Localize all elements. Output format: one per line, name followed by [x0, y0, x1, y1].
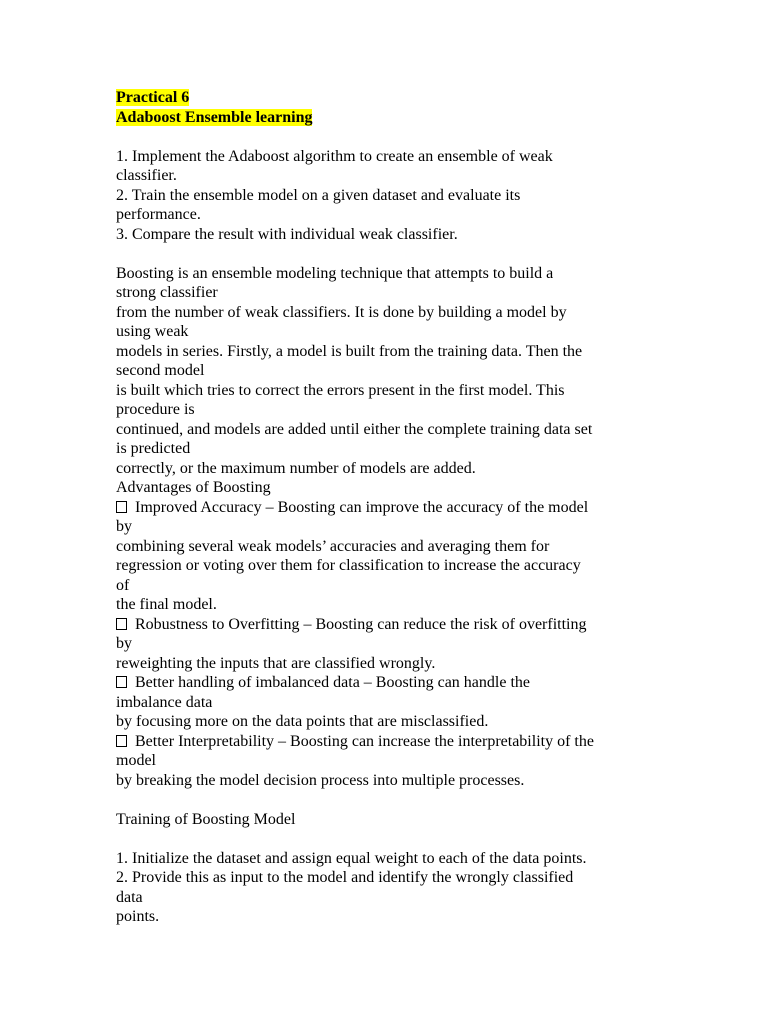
- advantage-continuation: combining several weak models’ accuracies and averaging them for: [116, 537, 550, 555]
- spacer: [116, 790, 661, 810]
- advantage-continuation: by: [116, 635, 132, 652]
- advantage-text: Improved Accuracy – Boosting can improve the accuracy of the model: [135, 498, 589, 516]
- intro-line: Boosting is an ensemble modeling technique that attempts to build a: [116, 264, 554, 282]
- advantage-text: Better handling of imbalanced data – Boosting can handle the: [135, 674, 530, 691]
- title-line-2: [116, 108, 661, 128]
- aim-line: 1. Implement the Adaboost algorithm to create an ensemble of weak: [116, 147, 553, 165]
- spacer: [116, 829, 661, 849]
- advantage-continuation: of: [116, 576, 130, 594]
- intro-line: from the number of weak classifiers. It is done by building a model by: [116, 303, 567, 321]
- intro-line: is predicted: [116, 440, 191, 457]
- aim-line: 2. Train the ensemble model on a given dataset and evaluate its: [116, 186, 521, 204]
- advantage-continuation: by: [116, 518, 132, 535]
- advantage-continuation: by breaking the model decision process into multiple processes.: [116, 771, 525, 789]
- advantage-continuation: by focusing more on the data points that are misclassified.: [116, 713, 489, 730]
- intro-line: continued, and models are added until either the complete training data set: [116, 420, 593, 438]
- advantage-item: [116, 673, 661, 693]
- advantages-list: [116, 498, 661, 791]
- advantage-text: Robustness to Overfitting – Boosting can reduce the risk of overfitting: [135, 615, 587, 633]
- advantage-item: [116, 498, 661, 518]
- advantage-continuation: regression or voting over them for classification to increase the accuracy: [116, 557, 581, 574]
- advantage-continuation: imbalance data: [116, 693, 213, 711]
- training-step-line: 1. Initialize the dataset and assign equal weight to each of the data points.: [116, 849, 587, 867]
- document-page: [116, 88, 661, 927]
- bullet-box-icon: [116, 735, 127, 747]
- training-heading: Training of Boosting Model: [116, 810, 296, 828]
- intro-line: is built which tries to correct the errors present in the first model. This: [116, 381, 565, 399]
- aim-line: classifier.: [116, 167, 177, 184]
- title-line-1: [116, 88, 661, 108]
- aims-list: [116, 147, 661, 245]
- training-step-line: points.: [116, 908, 160, 925]
- intro-line: strong classifier: [116, 284, 218, 301]
- bullet-box-icon: [116, 501, 127, 513]
- advantage-item: [116, 615, 661, 635]
- intro-line: correctly, or the maximum number of models are added.: [116, 459, 476, 477]
- practical-number: Practical 6: [116, 89, 190, 106]
- training-step-line: data: [116, 888, 143, 906]
- intro-line: second model: [116, 362, 205, 379]
- advantages-heading: Advantages of Boosting: [116, 479, 271, 496]
- intro-line: using weak: [116, 323, 189, 340]
- bullet-box-icon: [116, 618, 127, 630]
- practical-title: Adaboost Ensemble learning: [116, 108, 313, 126]
- spacer: [116, 127, 661, 147]
- aim-line: 3. Compare the result with individual weak classifier.: [116, 225, 458, 243]
- advantage-text: Better Interpretability – Boosting can increase the interpretability of the: [135, 732, 594, 750]
- bullet-box-icon: [116, 676, 127, 688]
- intro-paragraph: [116, 264, 661, 479]
- advantage-continuation: model: [116, 752, 156, 769]
- advantage-item: [116, 732, 661, 752]
- intro-line: models in series. Firstly, a model is built from the training data. Then the: [116, 342, 583, 360]
- aim-line: performance.: [116, 206, 201, 223]
- training-steps: [116, 849, 661, 927]
- intro-line: procedure is: [116, 401, 195, 418]
- advantage-continuation: the final model.: [116, 596, 217, 613]
- advantage-continuation: reweighting the inputs that are classified wrongly.: [116, 654, 436, 672]
- spacer: [116, 244, 661, 264]
- training-step-line: 2. Provide this as input to the model and identify the wrongly classified: [116, 869, 574, 886]
